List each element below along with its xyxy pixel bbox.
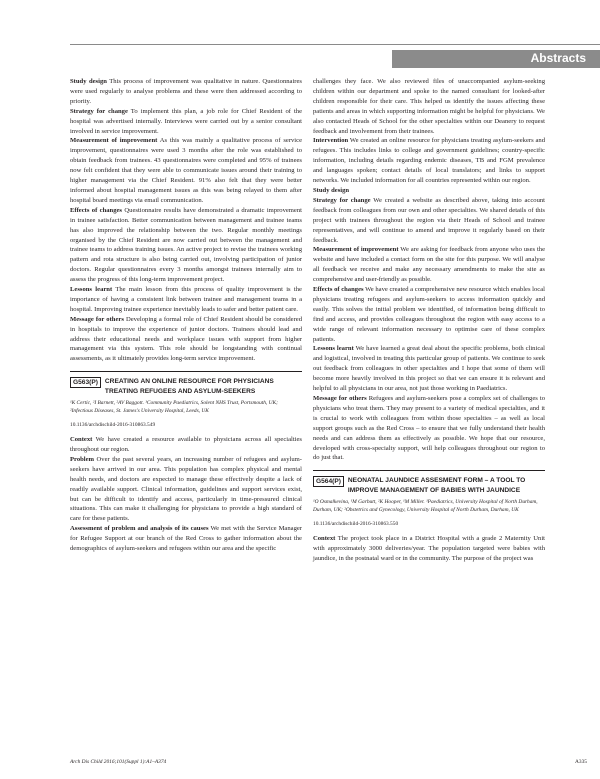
abstract-paragraph xyxy=(313,534,545,564)
paragraph-text: To implement this plan, a job role for Chief Resident of the hospital was advertised internally. Interviews were carried out by a senior consultant involved in service improvement. xyxy=(70,107,302,135)
right-top-paragraphs xyxy=(313,77,545,463)
abstract-paragraph xyxy=(313,196,545,246)
abstract-paragraph xyxy=(70,315,302,365)
abstract-id: G563(P) xyxy=(70,377,101,388)
paragraph-text: Questionnaire results have demonstrated a dramatic improvement in trainee satisfaction. Better communication between management and trainee teams has also improved the relationship between the two. Regular monthly meetings organised by the Chief Resident are now carried out between the management and trainee teams to address training issues. An active project to revise the trainees working pattern and rota structure is also being carried out, involving participation of junior doctors. Regular questionnaires every 3 months amongst trainees internally aim to assess the progress of this long-term improvement project. xyxy=(70,206,302,284)
paragraph-text: Over the past several years, an increasing number of refugees and asylum-seekers have arrived in our area. This population has complex physical and mental health needs, and doctors are expected to manage these effectively despite a lack of readily available support. Clinical information, guidelines and support services exist, but can be difficult to identify and access, particularly in time-pressured clinical situations. This can make it challenging for physicians to provide a high standard of care for these patients. xyxy=(70,455,302,523)
abstract-title: CREATING AN ONLINE RESOURCE FOR PHYSICIANS TREATING REFUGEES AND ASYLUM-SEEKERS xyxy=(104,378,274,395)
paragraph-text: The main lesson from this process of quality improvement is the importance of having a consistent link between trainee and management teams in a hospital. Improving trainee experience inevitably leads to safer and better patient care. xyxy=(70,286,302,313)
footer-citation: Arch Dis Child 2016;101(Suppl 1):A1–A374 xyxy=(70,759,167,765)
paragraph-text: We created an online resource for physicians treating asylum-seekers and refugees. This includes links to college and government guidelines; country-specific information, including details regarding endemic diseases, TB and FGM prevalence and languages spoken; contact details of local translators; and links to support networks. We included information for all countries represented within our region. xyxy=(313,137,545,185)
abstract-paragraph xyxy=(313,394,545,463)
abstract-paragraph xyxy=(70,455,302,524)
paragraph-heading: Message for others xyxy=(70,315,124,323)
right-bottom-paragraphs xyxy=(313,534,545,564)
section-title: Abstracts xyxy=(530,51,586,65)
abstract-paragraph xyxy=(313,245,545,285)
abstract-paragraph xyxy=(70,136,302,205)
paragraph-heading: Effects of changes xyxy=(313,286,364,294)
left-column xyxy=(70,77,302,554)
paragraph-text: challenges they face. We also reviewed files of unaccompanied asylum-seeking children within our department and spoke to the named consultant for looked-after children responsible for their care. This helped us identify the issues affecting these patients and areas in which supporting information might be helpful for physicians. We also contacted Heads of School for the other specialties within our Deanery to request feedback and involvement from their trainees. xyxy=(313,78,545,135)
paragraph-text: We are asking for feedback from anyone who uses the website and have included a contact form on the site for this purpose. We will analyse all feedback we receive and make any necessary amendments to make the site as comprehensive and user-friendly as possible. xyxy=(313,246,545,284)
left-top-paragraphs xyxy=(70,77,302,364)
page-number: A335 xyxy=(575,759,587,765)
abstract-paragraph xyxy=(70,435,302,455)
left-bottom-paragraphs xyxy=(70,435,302,554)
abstract-doi: 10.1136/archdischild-2016-310863.550 xyxy=(313,520,399,527)
paragraph-heading: Effects of changes xyxy=(70,206,123,214)
abstract-title: NEONATAL JAUNDICE ASSESMENT FORM – A TOOL TO IMPROVE MANAGEMENT OF BABIES WITH JAUNDICE xyxy=(347,477,526,494)
paragraph-heading: Study design xyxy=(70,78,107,85)
abstract-paragraph xyxy=(313,344,545,394)
paragraph-heading: Study design xyxy=(313,186,350,194)
paragraph-text: We created a website as described above, taking into account feedback from colleagues from our own and other specialties. We shared details of this project with trainees throughout the region via their Heads of School and trainee representatives, and will continue to amend and improve it regularly based on their feedback. xyxy=(313,196,545,244)
paragraph-text: We have created a comprehensive new resource which enables local physicians treating refugees and asylum-seekers to access information quickly and easily. This solves the initial problem we identified, of information being difficult to find and access, and provides colleagues throughout the region with easy access to a wide range of relevant information necessary to optimise care of these complex patients. xyxy=(313,286,545,343)
header-rule xyxy=(70,44,600,45)
paragraph-text: We have created a resource available to physicians across all specialties throughout our region. xyxy=(70,436,302,453)
paragraph-heading: Context xyxy=(313,535,336,543)
paragraph-heading: Strategy for change xyxy=(70,107,128,115)
abstract-heading-g564 xyxy=(313,470,545,495)
section-header xyxy=(392,50,600,68)
abstract-paragraph xyxy=(70,206,302,285)
paragraph-heading: Message for others xyxy=(313,395,367,402)
abstract-heading-g563 xyxy=(70,371,302,396)
right-column xyxy=(313,77,545,564)
paragraph-heading: Assessment of problem and analysis of its causes xyxy=(70,525,209,533)
paragraph-text: Refugees and asylum-seekers pose a complex set of challenges to physicians who treat them. They may present to a variety of medical specialties, and it is crucial to work with colleagues from within those specialties – as well as local support groups such as the Red Cross – to ensure that we fully understand their health needs and can address them as effectively as possible. We hope that our resource, developed with cross-specialty support, will help colleagues throughout our region to do just that. xyxy=(313,395,545,462)
paragraph-text: Developing a formal role of Chief Resident should be considered in hospitals to improve the experience of junior doctors. Trainees should lead and address their educational needs and workplace issues with support from higher management via this system. This role should be longstanding with continual assessments, as it ultimately provides long-term service improvement. xyxy=(70,315,302,363)
abstract-paragraph xyxy=(70,77,302,107)
paragraph-text: We met with the Service Manager for Refugee Support at our branch of the Red Cross to gather information about the demographics of asylum-seekers and refugees within our area and the specific xyxy=(70,525,303,553)
abstract-authors: ¹O Osmalkevina, ¹M Garbutt, ²K Hooper, ¹M Miller. ¹Paediatrics, University Hospital of North Durham, Durham, UK; ²Obstetrics and Gynecology, University Hospital of North Durham, Durham, UK xyxy=(313,498,538,514)
paragraph-text: We have learned a great deal about the specific problems, both clinical and logistical, involved in treating this particular group of patients. We continue to seek out feedback from colleagues in other specialties and I hope that some of them will become more heavily involved in this project so that we can ensure it is relevant and helpful to all physicians in our area, not just those working in Paediatrics. xyxy=(313,345,545,393)
paragraph-heading: Strategy for change xyxy=(313,196,371,204)
paragraph-heading: Measurement of improvement xyxy=(70,137,158,145)
paragraph-heading: Lessons learnt xyxy=(313,345,354,353)
paragraph-text: This process of improvement was qualitative in nature. Questionnaires were used regularly to analyse problems and these were then addressed according to priority. xyxy=(70,78,302,105)
paragraph-heading: Problem xyxy=(70,455,95,463)
abstract-paragraph xyxy=(70,285,302,315)
paragraph-heading: Context xyxy=(70,436,93,444)
abstract-id: G564(P) xyxy=(313,476,344,487)
abstract-paragraph xyxy=(70,107,302,137)
abstract-paragraph xyxy=(313,136,545,186)
abstract-paragraph xyxy=(313,77,545,136)
paragraph-text: The project took place in a District Hospital with a grade 2 Maternity Unit with approximately 3000 deliveries/year. The population targeted were babies with jaundice, in the postnatal ward or in the community. The purpose of the project was xyxy=(313,535,545,562)
abstract-paragraph xyxy=(70,524,302,554)
abstract-paragraph xyxy=(313,285,545,344)
abstract-doi: 10.1136/archdischild-2016-310863.549 xyxy=(70,421,156,428)
paragraph-heading: Intervention xyxy=(313,137,349,145)
paragraph-heading: Measurement of improvement xyxy=(313,246,399,254)
abstract-authors: ¹K Certic, ²I Barnett, ²AV Baggott. ¹Community Paediatrics, Solent NHS Trust, Portsmouth, UK; ²Infectious Diseases, St. James's University Hospital, Leeds, UK xyxy=(70,399,278,415)
paragraph-heading: Lessons learnt xyxy=(70,286,113,294)
abstract-paragraph xyxy=(313,186,545,196)
paragraph-text: As this was mainly a qualitative process of service improvement, questionnaires were used 3 months after the role was established to obtain feedback from trainees. 43 questionnaires were completed and 95% of trainees now felt confident that they were able to communicate issues around their training to higher management via the Chief Resident. 91% also felt that they were better informed about hospital management issues as this was being relayed to them after hospital board meetings via email communication. xyxy=(70,137,302,204)
